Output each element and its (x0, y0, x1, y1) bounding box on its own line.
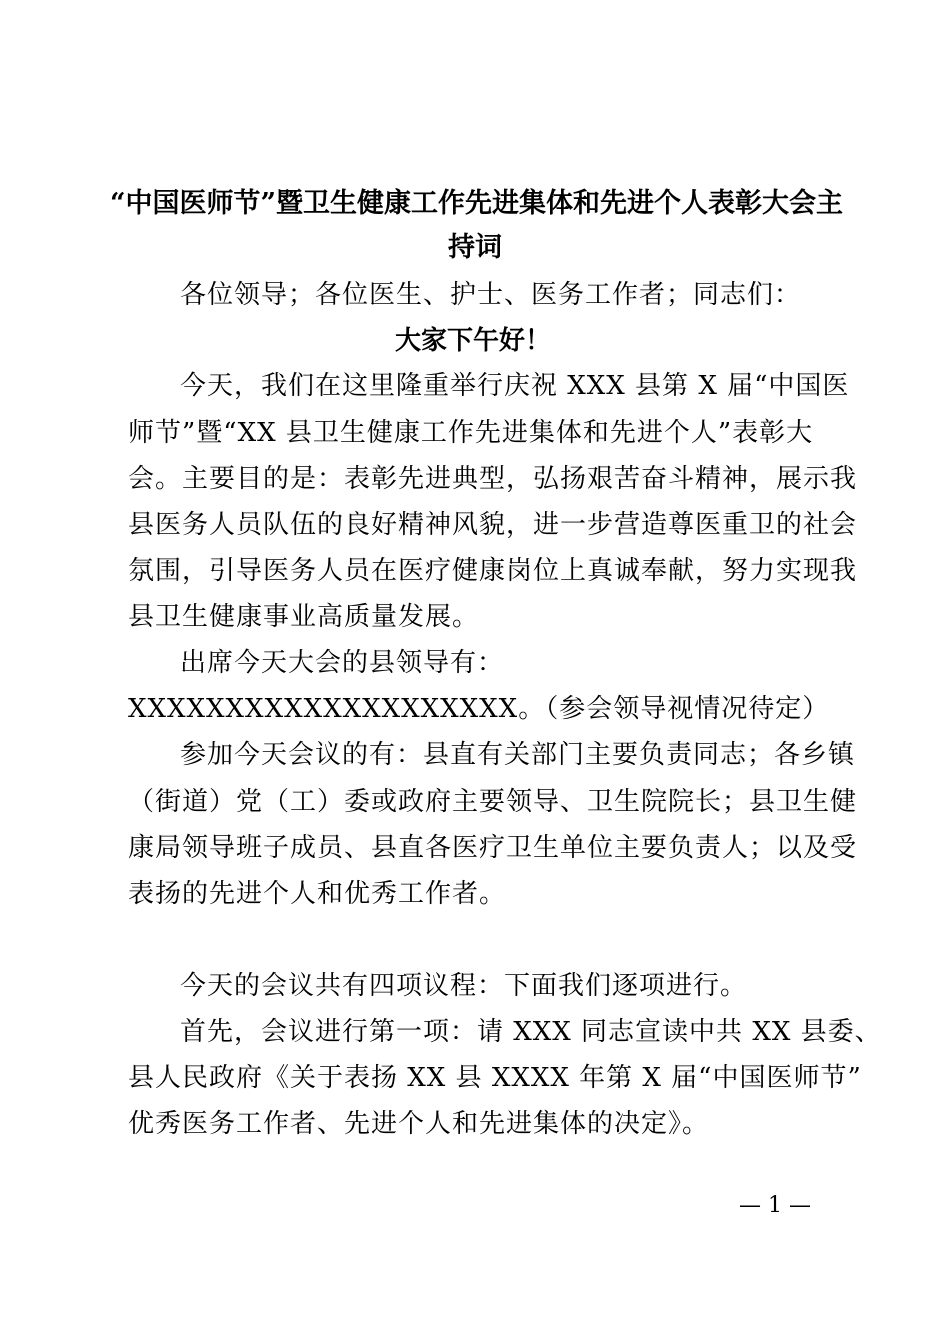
paragraph-5-line-3: 优秀医务工作者、先进个人和先进集体的决定》。 (128, 1109, 710, 1139)
salutation: 各位领导；各位医生、护士、医务工作者；同志们： (180, 280, 802, 310)
document-title-line-1: “中国医师节”暨卫生健康工作先进集体和先进个人表彰大会主 (110, 188, 844, 219)
paragraph-1-line-2: 师节”暨“XX 县卫生健康工作先进集体和先进个人”表彰大 (128, 418, 814, 448)
paragraph-1-line-4: 县医务人员队伍的良好精神风貌，进一步营造尊医重卫的社会 (128, 510, 858, 540)
paragraph-1-line-5: 氛围，引导医务人员在医疗健康岗位上真诚奉献，努力实现我 (128, 556, 858, 586)
paragraph-2-line-2: XXXXXXXXXXXXXXXXXXXX。（参会领导视情况待定） (128, 694, 830, 724)
paragraph-3-line-2: （街道）党（工）委或政府主要领导、卫生院院长；县卫生健 (128, 787, 858, 817)
paragraph-5-line-2: 县人民政府《关于表扬 XX 县 XXXX 年第 X 届“中国医师节” (128, 1063, 862, 1093)
paragraph-1-line-3: 会。主要目的是：表彰先进典型，弘扬艰苦奋斗精神，展示我 (128, 464, 858, 494)
paragraph-1-line-1: 今天，我们在这里隆重举行庆祝 XXX 县第 X 届“中国医 (180, 371, 850, 401)
paragraph-5-line-1: 首先，会议进行第一项：请 XXX 同志宣读中共 XX 县委、 (180, 1017, 882, 1047)
paragraph-3-line-4: 表扬的先进个人和优秀工作者。 (128, 879, 507, 909)
paragraph-2-line-1: 出席今天大会的县领导有： (180, 648, 505, 678)
greeting: 大家下午好！ (394, 326, 551, 356)
document-title-line-2: 持词 (448, 232, 502, 263)
paragraph-3-line-1: 参加今天会议的有：县直有关部门主要负责同志；各乡镇 (180, 740, 856, 770)
page-number: — 1 — (739, 1193, 811, 1218)
paragraph-4-line-1: 今天的会议共有四项议程：下面我们逐项进行。 (180, 971, 748, 1001)
paragraph-1-line-6: 县卫生健康事业高质量发展。 (128, 602, 480, 632)
paragraph-3-line-3: 康局领导班子成员、县直各医疗卫生单位主要负责人；以及受 (128, 833, 858, 863)
